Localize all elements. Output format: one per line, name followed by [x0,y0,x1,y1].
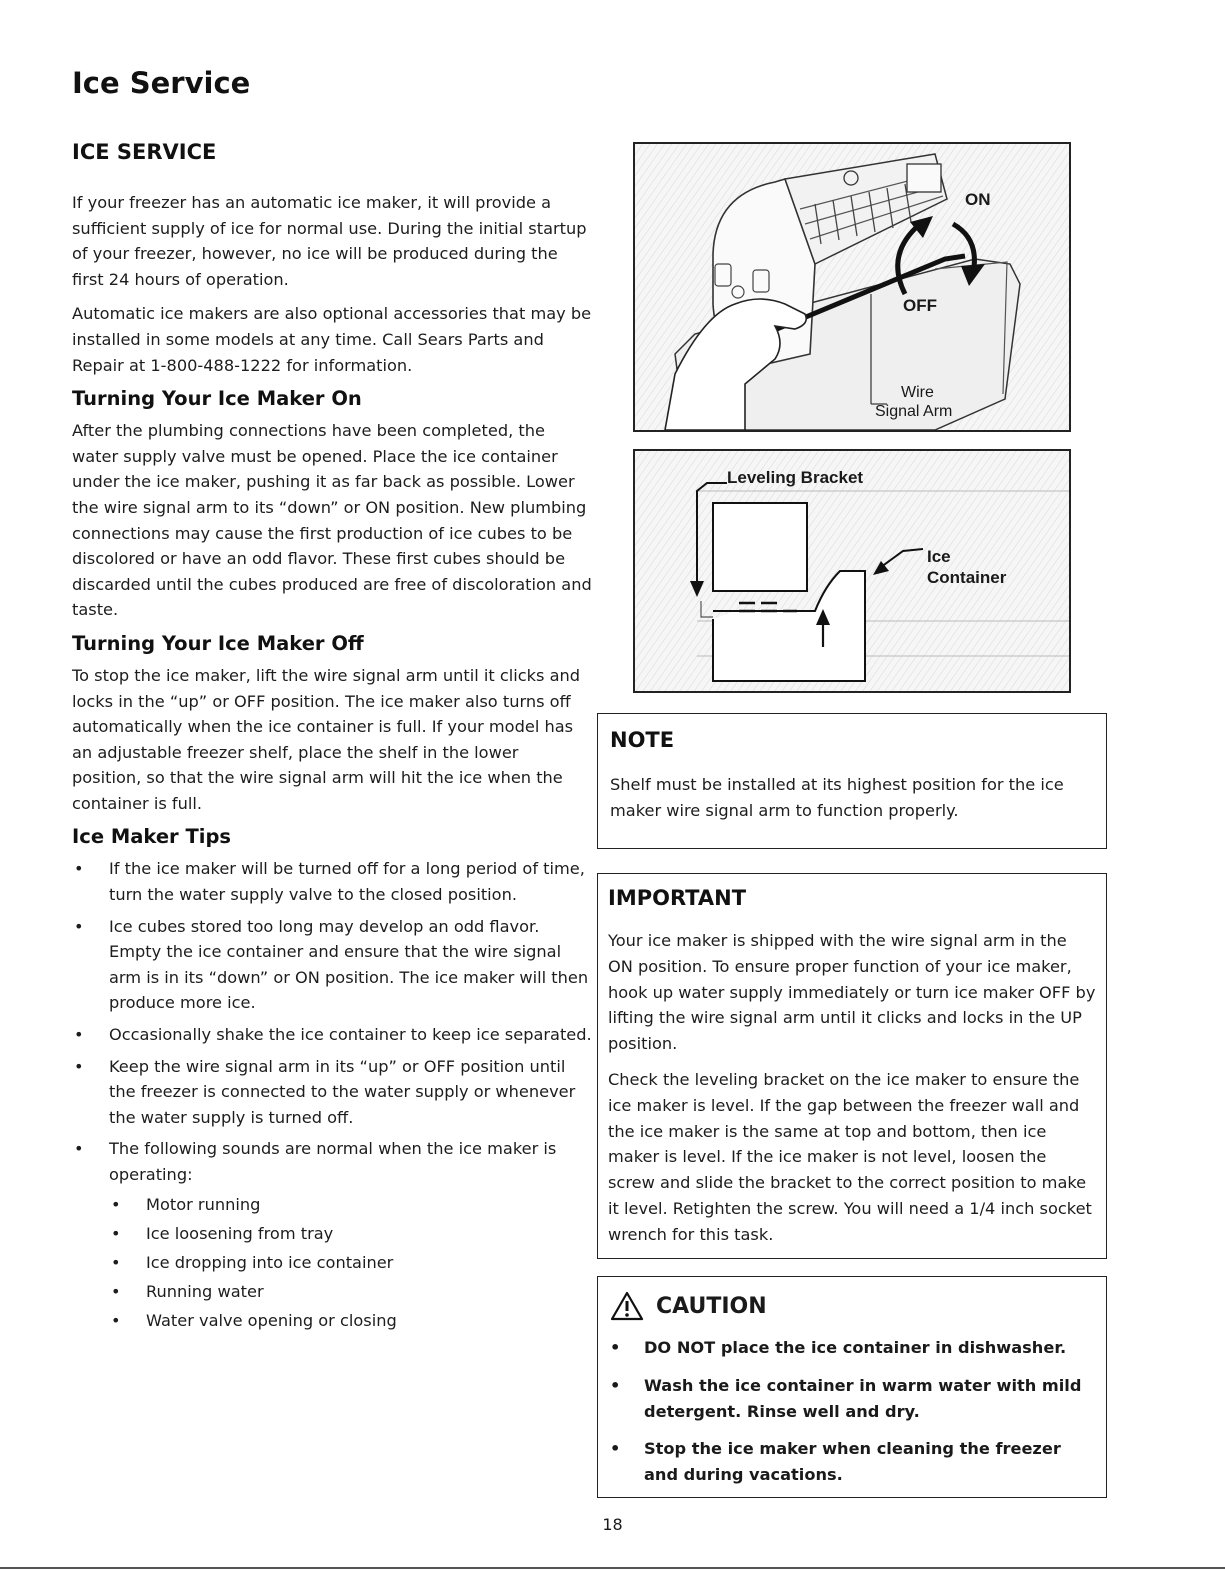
note-title: NOTE [610,728,675,752]
bullet: • [74,1139,84,1159]
heading-turning-off: Turning Your Ice Maker Off [72,631,364,655]
caution-box [597,1276,1107,1498]
caution-item [610,1335,1094,1361]
intro-paragraph-2: Automatic ice makers are also optional accessories that may be installed in some models at any time. Call Sears Parts and Repair at 1-800-488-1222 for information. [72,304,592,375]
bullet: • [111,1223,121,1243]
intro-paragraph-1: If your freezer has an automatic ice maker, it will provide a sufficient supply of ice for normal use. During the initial startup of your freezer, however, no ice will be produced during the first 24 hours of operation. [72,193,587,289]
important-box [597,873,1107,1259]
sound-text: Motor running [146,1194,261,1214]
tip-item [72,914,592,1016]
important-title: IMPORTANT [608,886,747,910]
page-number: 18 [602,1515,623,1534]
tips-list [72,856,592,1333]
tip-item [72,1022,592,1048]
sound-item [109,1308,592,1334]
bullet: • [111,1310,121,1330]
caution-title: CAUTION [656,1293,767,1319]
bullet: • [111,1252,121,1272]
on-label: ON [965,190,991,209]
bullet: • [610,1439,621,1459]
left-column [72,140,592,1340]
heading-tips: Ice Maker Tips [72,825,232,849]
sound-text: Running water [146,1281,264,1301]
warning-icon [610,1291,644,1321]
section-title: ICE SERVICE [72,140,217,164]
caution-header [610,1291,1094,1321]
tip-text: The following sounds are normal when the ice maker is operating: [109,1139,557,1184]
caution-list [610,1335,1094,1488]
sound-text: Ice dropping into ice container [146,1252,394,1272]
wire-label: Wire [901,384,934,401]
sound-item [109,1250,592,1276]
container-label: Container [927,568,1007,587]
bullet: • [74,1056,84,1076]
tip-item [72,1136,592,1333]
bullet: • [111,1281,121,1301]
sound-text: Water valve opening or closing [146,1310,397,1330]
turning-off-text: To stop the ice maker, lift the wire signal arm until it clicks and locks in the “up” or OFF position. The ice maker also turns off automatically when the ice container is full. If your model has an adjustable freezer shelf, place the shelf in the lower position, so that the wire signal arm will hit the ice when the container is full. [72,665,581,813]
tip-text: Ice cubes stored too long may develop an odd flavor. Empty the ice container and ensure that the wire signal arm is in its “down” or ON position. The ice maker will then produce more ice. [109,916,589,1013]
sound-item [109,1279,592,1305]
sound-item [109,1221,592,1247]
important-paragraph-2: Check the leveling bracket on the ice maker to ensure the ice maker is level. If the gap between the freezer wall and the ice maker is the same at top and bottom, then ice maker is level. If the ice maker is not level, loosen the screw and slide the bracket to the correct position to make it level. Retighten the screw. You will need a 1/4 inch socket wrench for this task. [608,1069,1092,1244]
important-paragraph-1: Your ice maker is shipped with the wire signal arm in the ON position. To ensure proper function of your ice maker, hook up water supply immediately or turn ice maker OFF by lifting the wire signal arm until it clicks and locks in the UP position. [608,931,1096,1054]
caution-text: DO NOT place the ice container in dishwasher. [644,1338,1067,1357]
bottom-rule [0,1567,1225,1569]
bullet: • [610,1375,621,1395]
tip-text: Keep the wire signal arm in its “up” or OFF position until the freezer is connected to the water supply or whenever the water supply is turned off. [109,1056,576,1127]
sound-item [109,1192,592,1218]
off-label: OFF [903,296,937,315]
page-title: Ice Service [72,66,251,100]
tip-item [72,1054,592,1131]
caution-text: Wash the ice container in warm water with mild detergent. Rinse well and dry. [644,1375,1082,1421]
caution-text: Stop the ice maker when cleaning the freezer and during vacations. [644,1439,1061,1485]
note-text: Shelf must be installed at its highest position for the ice maker wire signal arm to function properly. [610,775,1064,820]
tip-item [72,856,592,907]
bullet: • [610,1338,621,1357]
tip-text: Occasionally shake the ice container to keep ice separated. [109,1025,592,1045]
turning-on-text: After the plumbing connections have been completed, the water supply valve must be opened. Place the ice container under the ice maker, pushing it as far back as possible. Lower the wire signal arm to its “down” or ON position. New plumbing connections may cause the first production of ice cubes to be discolored or have an odd flavor. These first cubes should be discarded until the cubes produced are free of discoloration and taste. [72,421,592,620]
ice-label: Ice [927,547,951,566]
bullet: • [74,916,84,936]
caution-item [610,1373,1094,1425]
sound-text: Ice loosening from tray [146,1223,334,1243]
ice-maker-illustration [633,142,1071,432]
note-box [597,713,1107,849]
heading-turning-on: Turning Your Ice Maker On [72,387,362,411]
bullet: • [74,1025,84,1045]
bullet: • [111,1194,121,1214]
ice-maker-drawing [635,144,1069,430]
signal-arm-label: Signal Arm [875,403,953,420]
tip-text: If the ice maker will be turned off for a long period of time, turn the water supply valve to the closed position. [109,859,585,905]
caution-item [610,1436,1094,1488]
leveling-bracket-label: Leveling Bracket [727,468,864,487]
sounds-list [109,1192,592,1334]
leveling-bracket-illustration [633,449,1071,693]
bullet: • [74,859,84,879]
